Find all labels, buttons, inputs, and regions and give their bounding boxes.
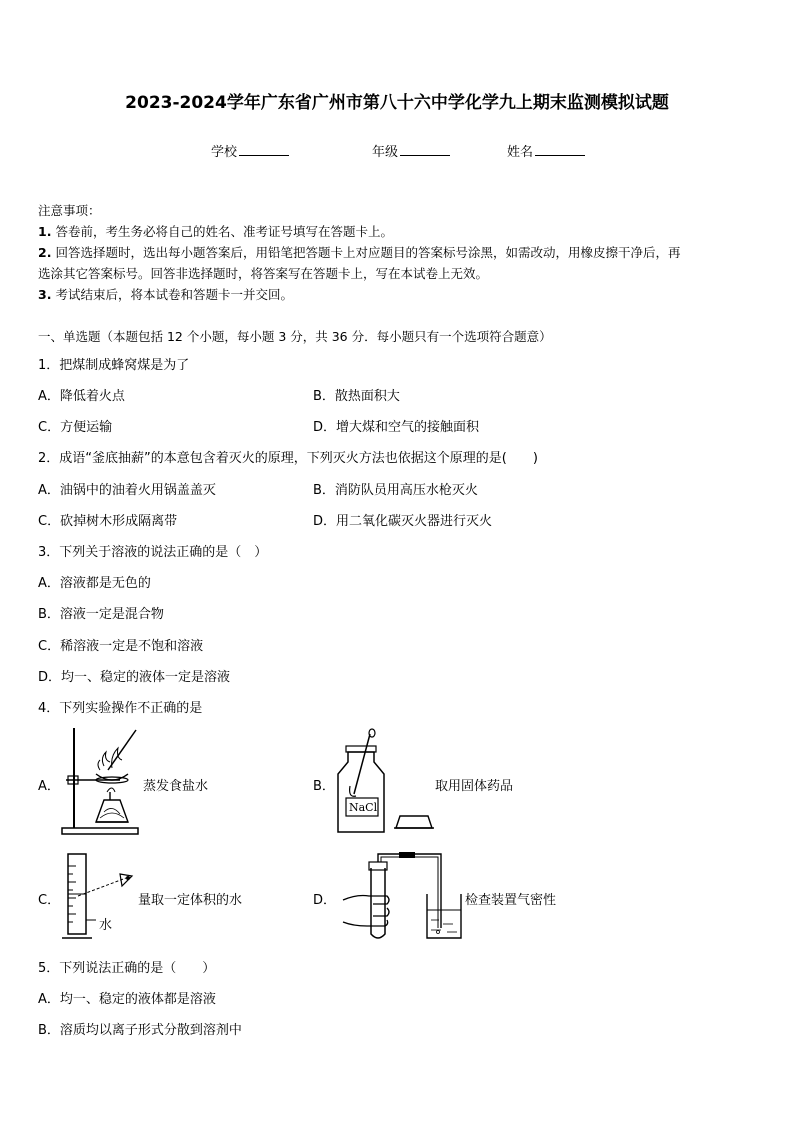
q1-option-c: C．方便运输 — [38, 420, 113, 435]
notes-item-2-cont: 选涂其它答案标号。回答非选择题时，将答案写在答题卡上，写在本试卷上无效。 — [38, 266, 489, 281]
q2-option-d: D．用二氧化碳灭火器进行灭火 — [313, 514, 493, 529]
q4-option-d-text: 检查装置气密性 — [465, 893, 557, 908]
q4-stem: 4．下列实验操作不正确的是 — [38, 701, 203, 716]
notes-item-2-num: 2. — [38, 245, 52, 260]
name-label: 姓名 — [507, 145, 534, 160]
grade-field — [372, 141, 450, 160]
notes-item-1 — [38, 221, 393, 242]
q4-option-c-label: C． — [38, 893, 61, 908]
q2-stem: 2．成语“釜底抽薪”的本意包含着灭火的原理，下列灭火方法也依据这个原理的是( ) — [38, 451, 538, 466]
page-title: 2023-2024学年广东省广州市第八十六中学化学九上期末监测模拟试题 — [125, 93, 669, 113]
q5-option-a: A．均一、稳定的液体都是溶液 — [38, 992, 216, 1007]
notes-item-3 — [38, 284, 293, 305]
notes-item-3-num: 3. — [38, 287, 52, 302]
section-heading: 一、单选题（本题包括 12 个小题，每小题 3 分，共 36 分．每小题只有一个选项符合题意） — [38, 329, 552, 344]
school-blank — [239, 143, 289, 156]
notes-item-1-num: 1. — [38, 224, 52, 239]
q3-option-b: B．溶液一定是混合物 — [38, 607, 164, 622]
airtightness-check-figure — [343, 850, 468, 944]
q4-option-b-text: 取用固体药品 — [435, 779, 514, 794]
nacl-label: NaCl — [349, 801, 378, 814]
q2-option-a: A．油锅中的油着火用锅盖盖灭 — [38, 483, 216, 498]
q1-stem: 1．把煤制成蜂窝煤是为了 — [38, 358, 190, 373]
q4-option-a-label: A． — [38, 779, 60, 794]
notes-item-1-text: 答卷前，考生务必将自己的姓名、准考证号填写在答题卡上。 — [55, 224, 393, 239]
grade-blank — [400, 143, 450, 156]
reagent-bottle-figure — [334, 728, 444, 836]
notes-item-2-text: 回答选择题时，选出每小题答案后，用铅笔把答题卡上对应题目的答案标号涂黑，如需改动，用橡皮擦干净后，再 — [55, 245, 681, 260]
notes-heading: 注意事项： — [38, 203, 101, 218]
name-field — [507, 141, 585, 160]
q2-option-c: C．砍掉树木形成隔离带 — [38, 514, 178, 529]
grade-label: 年级 — [372, 145, 399, 160]
q1-option-d: D．增大煤和空气的接触面积 — [313, 420, 480, 435]
q4-option-c-text: 量取一定体积的水 — [138, 893, 243, 908]
evaporation-apparatus-figure — [60, 722, 150, 840]
name-blank — [535, 143, 585, 156]
notes-item-3-text: 考试结束后，将本试卷和答题卡一并交回。 — [55, 287, 293, 302]
q5-stem: 5．下列说法正确的是（ ） — [38, 961, 216, 976]
q1-option-a: A．降低着火点 — [38, 389, 125, 404]
q3-option-a: A．溶液都是无色的 — [38, 576, 151, 591]
notes-item-2 — [38, 242, 680, 263]
q3-option-c: C．稀溶液一定是不饱和溶液 — [38, 639, 204, 654]
q2-option-b: B．消防队员用高压水枪灭火 — [313, 483, 478, 498]
q1-option-b: B．散热面积大 — [313, 389, 400, 404]
q3-option-d: D．均一、稳定的液体一定是溶液 — [38, 670, 231, 685]
q4-option-b-label: B． — [313, 779, 335, 794]
school-field — [211, 141, 289, 160]
q4-option-a-text: 蒸发食盐水 — [143, 779, 209, 794]
q4-option-d-label: D． — [313, 893, 337, 908]
q3-stem: 3．下列关于溶液的说法正确的是（ ） — [38, 545, 268, 560]
school-label: 学校 — [211, 145, 238, 160]
q5-option-b: B．溶质均以离子形式分散到溶剂中 — [38, 1023, 242, 1038]
water-label: 水 — [99, 918, 113, 933]
